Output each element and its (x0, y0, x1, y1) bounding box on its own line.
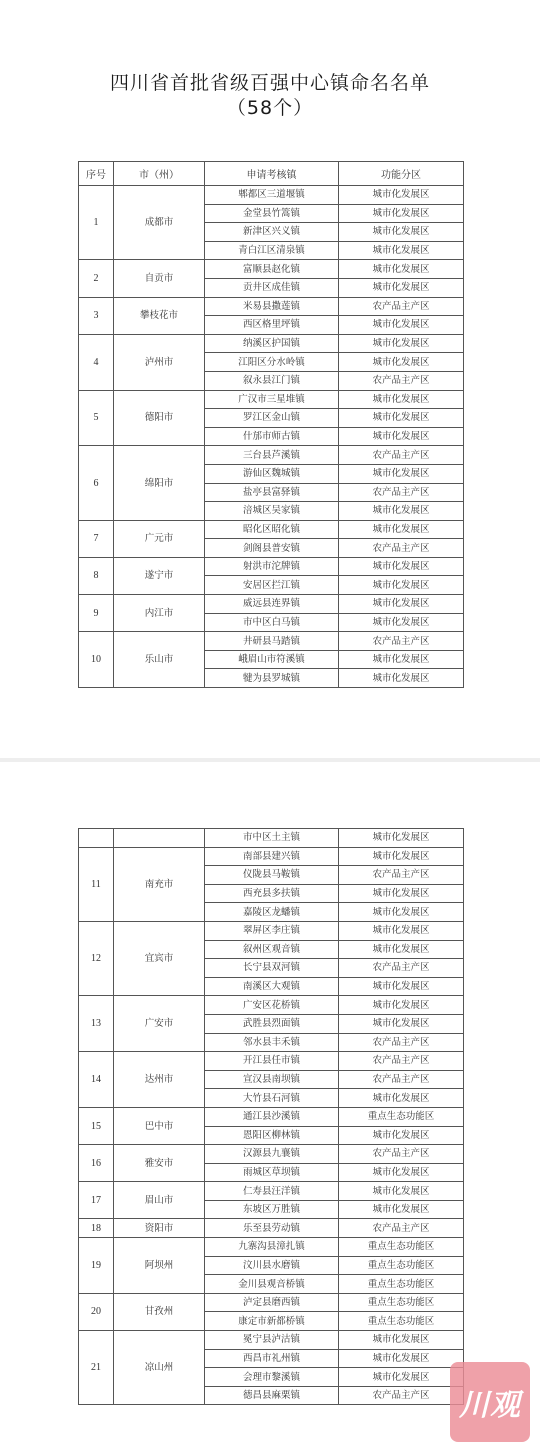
table-body (79, 829, 464, 1405)
zone-cell: 城市化发展区 (339, 186, 464, 205)
zone-cell: 城市化发展区 (339, 940, 464, 959)
town-cell: 犍为县罗城镇 (205, 669, 339, 688)
city-cell: 泸州市 (114, 334, 205, 390)
city-cell: 攀枝花市 (114, 297, 205, 334)
town-cell: 叙州区观音镇 (205, 940, 339, 959)
zone-cell: 农产品主产区 (339, 371, 464, 390)
zone-cell: 城市化发展区 (339, 464, 464, 483)
zone-cell: 城市化发展区 (339, 996, 464, 1015)
town-roster-table-page-2 (78, 828, 464, 1405)
zone-cell: 城市化发展区 (339, 1163, 464, 1182)
town-cell: 游仙区魏城镇 (205, 464, 339, 483)
town-cell: 金川县观音桥镇 (205, 1275, 339, 1294)
zone-cell: 城市化发展区 (339, 1349, 464, 1368)
zone-cell: 城市化发展区 (339, 595, 464, 614)
town-cell: 剑阁县普安镇 (205, 539, 339, 558)
zone-cell: 农产品主产区 (339, 1070, 464, 1089)
seq-cell: 6 (79, 446, 114, 520)
seq-cell: 19 (79, 1238, 114, 1294)
zone-cell: 农产品主产区 (339, 1219, 464, 1238)
watermark-logo: 川观 (450, 1362, 530, 1442)
seq-cell: 18 (79, 1219, 114, 1238)
table-row (79, 996, 464, 1015)
city-cell: 甘孜州 (114, 1293, 205, 1330)
table-row (79, 595, 464, 614)
seq-cell: 10 (79, 632, 114, 688)
zone-cell: 城市化发展区 (339, 829, 464, 848)
town-roster-table-page-1 (78, 161, 464, 688)
table-row (79, 829, 464, 848)
town-cell: 纳溪区护国镇 (205, 334, 339, 353)
table-row (79, 390, 464, 409)
city-cell: 宜宾市 (114, 921, 205, 995)
town-cell: 宣汉县南坝镇 (205, 1070, 339, 1089)
seq-cell: 12 (79, 921, 114, 995)
table-row (79, 334, 464, 353)
town-cell: 西充县多扶镇 (205, 884, 339, 903)
table-row (79, 921, 464, 940)
town-cell: 泸定县磨西镇 (205, 1293, 339, 1312)
table-row (79, 186, 464, 205)
zone-cell: 城市化发展区 (339, 353, 464, 372)
town-cell: 武胜县烈面镇 (205, 1014, 339, 1033)
zone-cell: 重点生态功能区 (339, 1312, 464, 1331)
zone-cell: 农产品主产区 (339, 446, 464, 465)
zone-cell: 城市化发展区 (339, 903, 464, 922)
zone-cell: 城市化发展区 (339, 316, 464, 335)
city-cell: 雅安市 (114, 1145, 205, 1182)
town-cell: 新津区兴义镇 (205, 223, 339, 242)
town-cell: 贡井区成佳镇 (205, 278, 339, 297)
town-cell: 射洪市沱牌镇 (205, 557, 339, 576)
town-cell: 汶川县水磨镇 (205, 1256, 339, 1275)
seq-cell: 5 (79, 390, 114, 446)
zone-cell: 城市化发展区 (339, 427, 464, 446)
zone-cell: 城市化发展区 (339, 613, 464, 632)
city-cell: 德阳市 (114, 390, 205, 446)
zone-cell: 城市化发展区 (339, 576, 464, 595)
town-cell: 罗江区金山镇 (205, 409, 339, 428)
town-cell: 威远县连界镇 (205, 595, 339, 614)
table-body (79, 186, 464, 688)
document-subtitle: （58个） (226, 97, 314, 119)
header-city: 市（州） (114, 162, 205, 186)
town-cell: 金堂县竹篙镇 (205, 204, 339, 223)
seq-cell: 21 (79, 1331, 114, 1405)
zone-cell: 农产品主产区 (339, 539, 464, 558)
table-row (79, 446, 464, 465)
zone-cell: 城市化发展区 (339, 1182, 464, 1201)
town-cell: 盐亭县富驿镇 (205, 483, 339, 502)
zone-cell: 农产品主产区 (339, 632, 464, 651)
zone-cell: 城市化发展区 (339, 884, 464, 903)
zone-cell: 城市化发展区 (339, 241, 464, 260)
town-cell: 江阳区分水岭镇 (205, 353, 339, 372)
zone-cell: 城市化发展区 (339, 847, 464, 866)
zone-cell: 重点生态功能区 (339, 1293, 464, 1312)
town-cell: 汉源县九襄镇 (205, 1145, 339, 1164)
table-row (79, 1331, 464, 1350)
town-cell: 通江县沙溪镇 (205, 1107, 339, 1126)
town-cell: 冕宁县泸沽镇 (205, 1331, 339, 1350)
town-cell: 叙永县江门镇 (205, 371, 339, 390)
zone-cell: 城市化发展区 (339, 520, 464, 539)
town-cell: 三台县芦溪镇 (205, 446, 339, 465)
town-cell: 德昌县麻栗镇 (205, 1386, 339, 1405)
zone-cell: 农产品主产区 (339, 483, 464, 502)
zone-cell: 重点生态功能区 (339, 1238, 464, 1257)
zone-cell: 城市化发展区 (339, 390, 464, 409)
seq-cell: 16 (79, 1145, 114, 1182)
seq-cell: 15 (79, 1107, 114, 1144)
town-cell: 乐至县劳动镇 (205, 1219, 339, 1238)
city-cell: 绵阳市 (114, 446, 205, 520)
zone-cell: 农产品主产区 (339, 1033, 464, 1052)
seq-cell: 9 (79, 595, 114, 632)
header-zone: 功能分区 (339, 162, 464, 186)
town-cell: 西区格里坪镇 (205, 316, 339, 335)
town-cell: 南部县建兴镇 (205, 847, 339, 866)
zone-cell: 城市化发展区 (339, 1014, 464, 1033)
table-row (79, 1238, 464, 1257)
zone-cell: 城市化发展区 (339, 409, 464, 428)
table-row (79, 297, 464, 316)
seq-cell (79, 829, 114, 848)
town-cell: 康定市新都桥镇 (205, 1312, 339, 1331)
zone-cell: 城市化发展区 (339, 1200, 464, 1219)
town-cell: 井研县马踏镇 (205, 632, 339, 651)
town-cell: 邻水县丰禾镇 (205, 1033, 339, 1052)
seq-cell: 2 (79, 260, 114, 297)
zone-cell: 农产品主产区 (339, 866, 464, 885)
zone-cell: 农产品主产区 (339, 1052, 464, 1071)
table-row (79, 260, 464, 279)
town-cell: 南溪区大观镇 (205, 977, 339, 996)
table-row (79, 557, 464, 576)
town-cell: 西昌市礼州镇 (205, 1349, 339, 1368)
town-cell: 长宁县双河镇 (205, 959, 339, 978)
city-cell: 南充市 (114, 847, 205, 921)
zone-cell: 城市化发展区 (339, 334, 464, 353)
town-cell: 昭化区昭化镇 (205, 520, 339, 539)
zone-cell: 城市化发展区 (339, 502, 464, 521)
table-row (79, 632, 464, 651)
city-cell: 眉山市 (114, 1182, 205, 1219)
zone-cell: 农产品主产区 (339, 297, 464, 316)
zone-cell: 城市化发展区 (339, 204, 464, 223)
town-cell: 会理市黎溪镇 (205, 1368, 339, 1387)
seq-cell: 3 (79, 297, 114, 334)
zone-cell: 城市化发展区 (339, 1126, 464, 1145)
table-row (79, 1107, 464, 1126)
city-cell: 遂宁市 (114, 557, 205, 594)
town-cell: 九寨沟县漳扎镇 (205, 1238, 339, 1257)
city-cell: 凉山州 (114, 1331, 205, 1405)
city-cell (114, 829, 205, 848)
city-cell: 广元市 (114, 520, 205, 557)
table-row (79, 1182, 464, 1201)
zone-cell: 城市化发展区 (339, 557, 464, 576)
zone-cell: 城市化发展区 (339, 260, 464, 279)
town-cell: 广汉市三星堆镇 (205, 390, 339, 409)
town-cell: 东坡区万胜镇 (205, 1200, 339, 1219)
header-seq: 序号 (79, 162, 114, 186)
city-cell: 达州市 (114, 1052, 205, 1108)
seq-cell: 11 (79, 847, 114, 921)
seq-cell: 4 (79, 334, 114, 390)
city-cell: 巴中市 (114, 1107, 205, 1144)
zone-cell: 城市化发展区 (339, 921, 464, 940)
seq-cell: 1 (79, 186, 114, 260)
table-row (79, 1293, 464, 1312)
zone-cell: 城市化发展区 (339, 1331, 464, 1350)
seq-cell: 14 (79, 1052, 114, 1108)
town-cell: 仪陇县马鞍镇 (205, 866, 339, 885)
table-row (79, 1219, 464, 1238)
zone-cell: 重点生态功能区 (339, 1275, 464, 1294)
seq-cell: 13 (79, 996, 114, 1052)
town-cell: 雨城区草坝镇 (205, 1163, 339, 1182)
table-row (79, 520, 464, 539)
zone-cell: 城市化发展区 (339, 1089, 464, 1108)
town-cell: 郫都区三道堰镇 (205, 186, 339, 205)
city-cell: 自贡市 (114, 260, 205, 297)
town-cell: 米易县撒莲镇 (205, 297, 339, 316)
zone-cell: 城市化发展区 (339, 1368, 464, 1387)
page-separator (0, 758, 540, 762)
zone-cell: 农产品主产区 (339, 1386, 464, 1405)
town-cell: 安居区拦江镇 (205, 576, 339, 595)
zone-cell: 城市化发展区 (339, 650, 464, 669)
seq-cell: 7 (79, 520, 114, 557)
town-cell: 青白江区清泉镇 (205, 241, 339, 260)
zone-cell: 重点生态功能区 (339, 1256, 464, 1275)
city-cell: 乐山市 (114, 632, 205, 688)
seq-cell: 20 (79, 1293, 114, 1330)
town-cell: 市中区土主镇 (205, 829, 339, 848)
seq-cell: 8 (79, 557, 114, 594)
town-cell: 涪城区吴家镇 (205, 502, 339, 521)
town-cell: 富顺县赵化镇 (205, 260, 339, 279)
town-cell: 大竹县石河镇 (205, 1089, 339, 1108)
zone-cell: 城市化发展区 (339, 223, 464, 242)
table-row (79, 1052, 464, 1071)
table-header-row (79, 162, 464, 186)
city-cell: 内江市 (114, 595, 205, 632)
table-row (79, 1145, 464, 1164)
zone-cell: 重点生态功能区 (339, 1107, 464, 1126)
document-title: 四川省首批省级百强中心镇命名名单 (109, 72, 430, 94)
zone-cell: 农产品主产区 (339, 959, 464, 978)
town-cell: 恩阳区柳林镇 (205, 1126, 339, 1145)
zone-cell: 城市化发展区 (339, 278, 464, 297)
seq-cell: 17 (79, 1182, 114, 1219)
city-cell: 资阳市 (114, 1219, 205, 1238)
zone-cell: 城市化发展区 (339, 669, 464, 688)
town-cell: 峨眉山市符溪镇 (205, 650, 339, 669)
town-cell: 市中区白马镇 (205, 613, 339, 632)
town-cell: 翠屏区李庄镇 (205, 921, 339, 940)
city-cell: 广安市 (114, 996, 205, 1052)
zone-cell: 农产品主产区 (339, 1145, 464, 1164)
table-row (79, 847, 464, 866)
zone-cell: 城市化发展区 (339, 977, 464, 996)
city-cell: 阿坝州 (114, 1238, 205, 1294)
town-cell: 仁寿县汪洋镇 (205, 1182, 339, 1201)
header-town: 申请考核镇 (205, 162, 339, 186)
town-cell: 什邡市师古镇 (205, 427, 339, 446)
town-cell: 广安区花桥镇 (205, 996, 339, 1015)
town-cell: 开江县任市镇 (205, 1052, 339, 1071)
town-cell: 嘉陵区龙蟠镇 (205, 903, 339, 922)
city-cell: 成都市 (114, 186, 205, 260)
